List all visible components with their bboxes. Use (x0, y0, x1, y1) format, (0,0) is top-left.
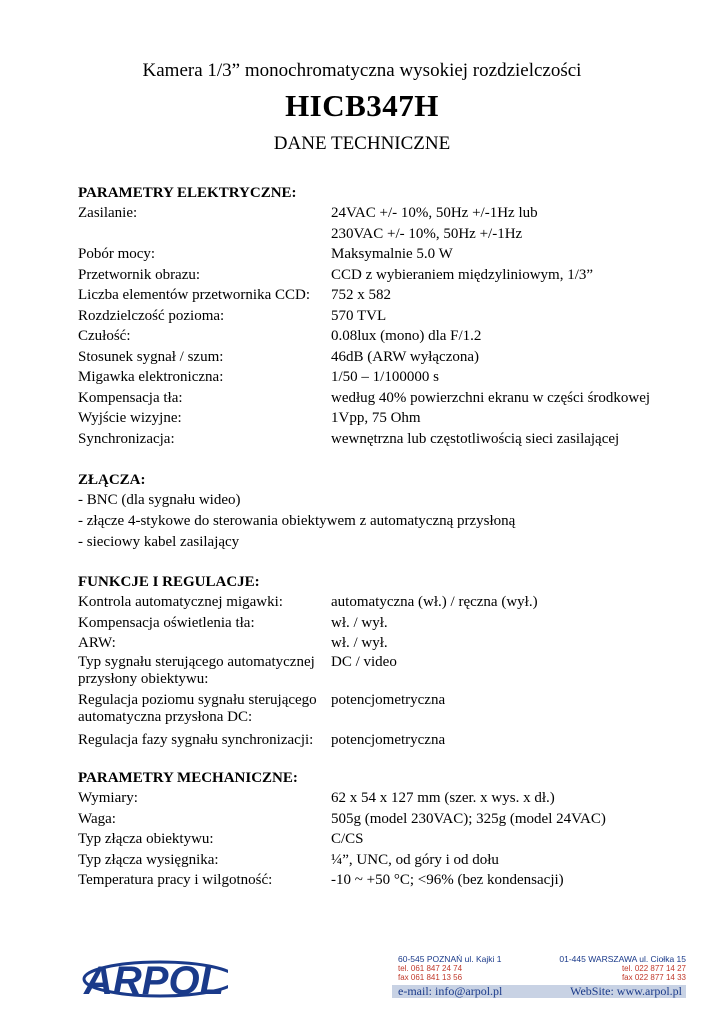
spec-row (78, 654, 698, 688)
spec-label: ARW: (78, 635, 116, 651)
spec-label: Typ złącza wysięgnika: (78, 851, 219, 868)
spec-value: 570 TVL (331, 307, 387, 324)
poznan-fax: fax 061 841 13 56 (398, 973, 463, 982)
spec-row (78, 829, 698, 850)
svg-text:ARPOL: ARPOL (84, 959, 224, 1000)
spec-value: 24VAC +/- 10%, 50Hz +/-1Hz lub (331, 205, 538, 221)
spec-label: Przetwornik obrazu: (78, 266, 201, 283)
spec-value: 752 x 582 (331, 287, 391, 303)
spec-label: Wyjście wizyjne: (78, 410, 182, 426)
spec-value: potencjometryczna (331, 691, 446, 708)
spec-label: Temperatura pracy i wilgotność: (78, 872, 273, 888)
spec-label: Typ sygnału sterującego automatycznej przysłony obiektywu: (78, 653, 315, 687)
warszawa-city: 01-445 WARSZAWA ul. Ciołka 15 (559, 954, 686, 964)
website-link[interactable]: WebSite: www.arpol.pl (570, 984, 682, 998)
spec-value: 1/50 – 1/100000 s (331, 369, 439, 385)
spec-value: 1Vpp, 75 Ohm (331, 410, 421, 426)
spec-row (78, 388, 698, 409)
functions-section (78, 572, 698, 750)
warszawa-phone: tel. 022 877 14 27 (621, 964, 686, 973)
spec-label (78, 224, 331, 245)
spec-value: 230VAC +/- 10%, 50Hz +/-1Hz (331, 225, 523, 242)
electrical-parameters-section (78, 183, 698, 449)
contact-bar (392, 985, 686, 998)
spec-value: CCD z wybieraniem międzyliniowym, 1/3” (331, 266, 594, 283)
spec-value: automatyczna (wł.) / ręczna (wył.) (331, 594, 538, 610)
spec-row (78, 203, 698, 224)
spec-row (78, 429, 698, 450)
warszawa-fax: fax 022 877 14 33 (621, 973, 686, 982)
spec-label: Liczba elementów przetwornika CCD: (78, 287, 311, 303)
spec-value: -10 ~ +50 °C; <96% (bez kondensacji) (331, 872, 564, 888)
spec-row (78, 306, 698, 327)
connector-item: - BNC (dla sygnału wideo) (78, 492, 241, 508)
spec-row (78, 347, 698, 368)
company-footer (78, 952, 686, 1002)
spec-value: potencjometryczna (331, 731, 446, 748)
arpol-logo (78, 954, 228, 1000)
poznan-phone: tel. 061 847 24 74 (398, 964, 463, 973)
spec-row (78, 592, 698, 613)
spec-label: Migawka elektroniczna: (78, 369, 224, 385)
spec-value: Maksymalnie 5.0 W (331, 246, 453, 262)
spec-row (78, 730, 698, 751)
spec-row (78, 326, 698, 347)
connectors-section (78, 470, 698, 553)
spec-label: Zasilanie: (78, 205, 138, 221)
spec-row (78, 244, 698, 265)
spec-row (78, 692, 698, 726)
spec-label: Synchronizacja: (78, 430, 175, 447)
spec-label: Wymiary: (78, 790, 138, 806)
spec-value: wł. / wył. (331, 614, 388, 631)
section-title: PARAMETRY ELEKTRYCZNE: (78, 185, 297, 201)
model-title: HICB347H (285, 88, 439, 123)
spec-label: Kompensacja tła: (78, 389, 183, 406)
spec-row (78, 870, 698, 891)
spec-row (78, 408, 698, 429)
spec-row (78, 788, 698, 809)
spec-value: 505g (model 230VAC); 325g (model 24VAC) (331, 810, 606, 827)
spec-row (78, 367, 698, 388)
spec-value: 0.08lux (mono) dla F/1.2 (331, 328, 482, 344)
connector-item: - złącze 4-stykowe do sterowania obiektywem z automatyczną przysłoną (78, 513, 516, 529)
connector-item: - sieciowy kabel zasilający (78, 534, 240, 550)
section-title: FUNKCJE I REGULACJE: (78, 574, 260, 590)
spec-row (78, 224, 698, 245)
spec-label: Regulacja fazy sygnału synchronizacji: (78, 731, 314, 748)
spec-row (78, 633, 698, 654)
section-title: ZŁĄCZA: (78, 472, 146, 488)
spec-value: wł. / wył. (331, 635, 388, 651)
spec-label: Waga: (78, 810, 116, 827)
spec-value: 62 x 54 x 127 mm (szer. x wys. x dł.) (331, 790, 555, 806)
spec-row (78, 809, 698, 830)
spec-value: ¼”, UNC, od góry i od dołu (331, 851, 499, 868)
spec-value: DC / video (331, 653, 397, 670)
mechanical-parameters-section (78, 768, 698, 891)
section-title: PARAMETRY MECHANICZNE: (78, 770, 298, 786)
document-type-heading: DANE TECHNICZNE (273, 133, 451, 154)
spec-row (78, 850, 698, 871)
poznan-address (398, 955, 501, 982)
spec-label: Regulacja poziomu sygnału sterującego automatyczna przysłona DC: (78, 691, 317, 725)
spec-value: wewnętrzna lub częstotliwością sieci zasilającej (331, 430, 620, 447)
spec-value: według 40% powierzchni ekranu w części środkowej (331, 389, 651, 406)
warszawa-address (559, 955, 686, 982)
spec-label: Pobór mocy: (78, 246, 156, 262)
spec-label: Kontrola automatycznej migawki: (78, 594, 283, 610)
spec-label: Rozdzielczość pozioma: (78, 307, 225, 324)
spec-row (78, 613, 698, 634)
spec-value: 46dB (ARW wyłączona) (331, 348, 480, 365)
spec-label: Kompensacja oświetlenia tła: (78, 614, 255, 631)
spec-label: Typ złącza obiektywu: (78, 831, 214, 847)
spec-row (78, 285, 698, 306)
poznan-city: 60-545 POZNAŃ ul. Kajki 1 (398, 954, 502, 964)
spec-label: Czułość: (78, 328, 131, 344)
spec-row (78, 265, 698, 286)
spec-value: C/CS (331, 831, 364, 847)
spec-label: Stosunek sygnał / szum: (78, 348, 224, 365)
product-subtitle: Kamera 1/3” monochromatyczna wysokiej rozdzielczości (142, 60, 582, 81)
email-link[interactable]: e-mail: info@arpol.pl (398, 984, 503, 998)
